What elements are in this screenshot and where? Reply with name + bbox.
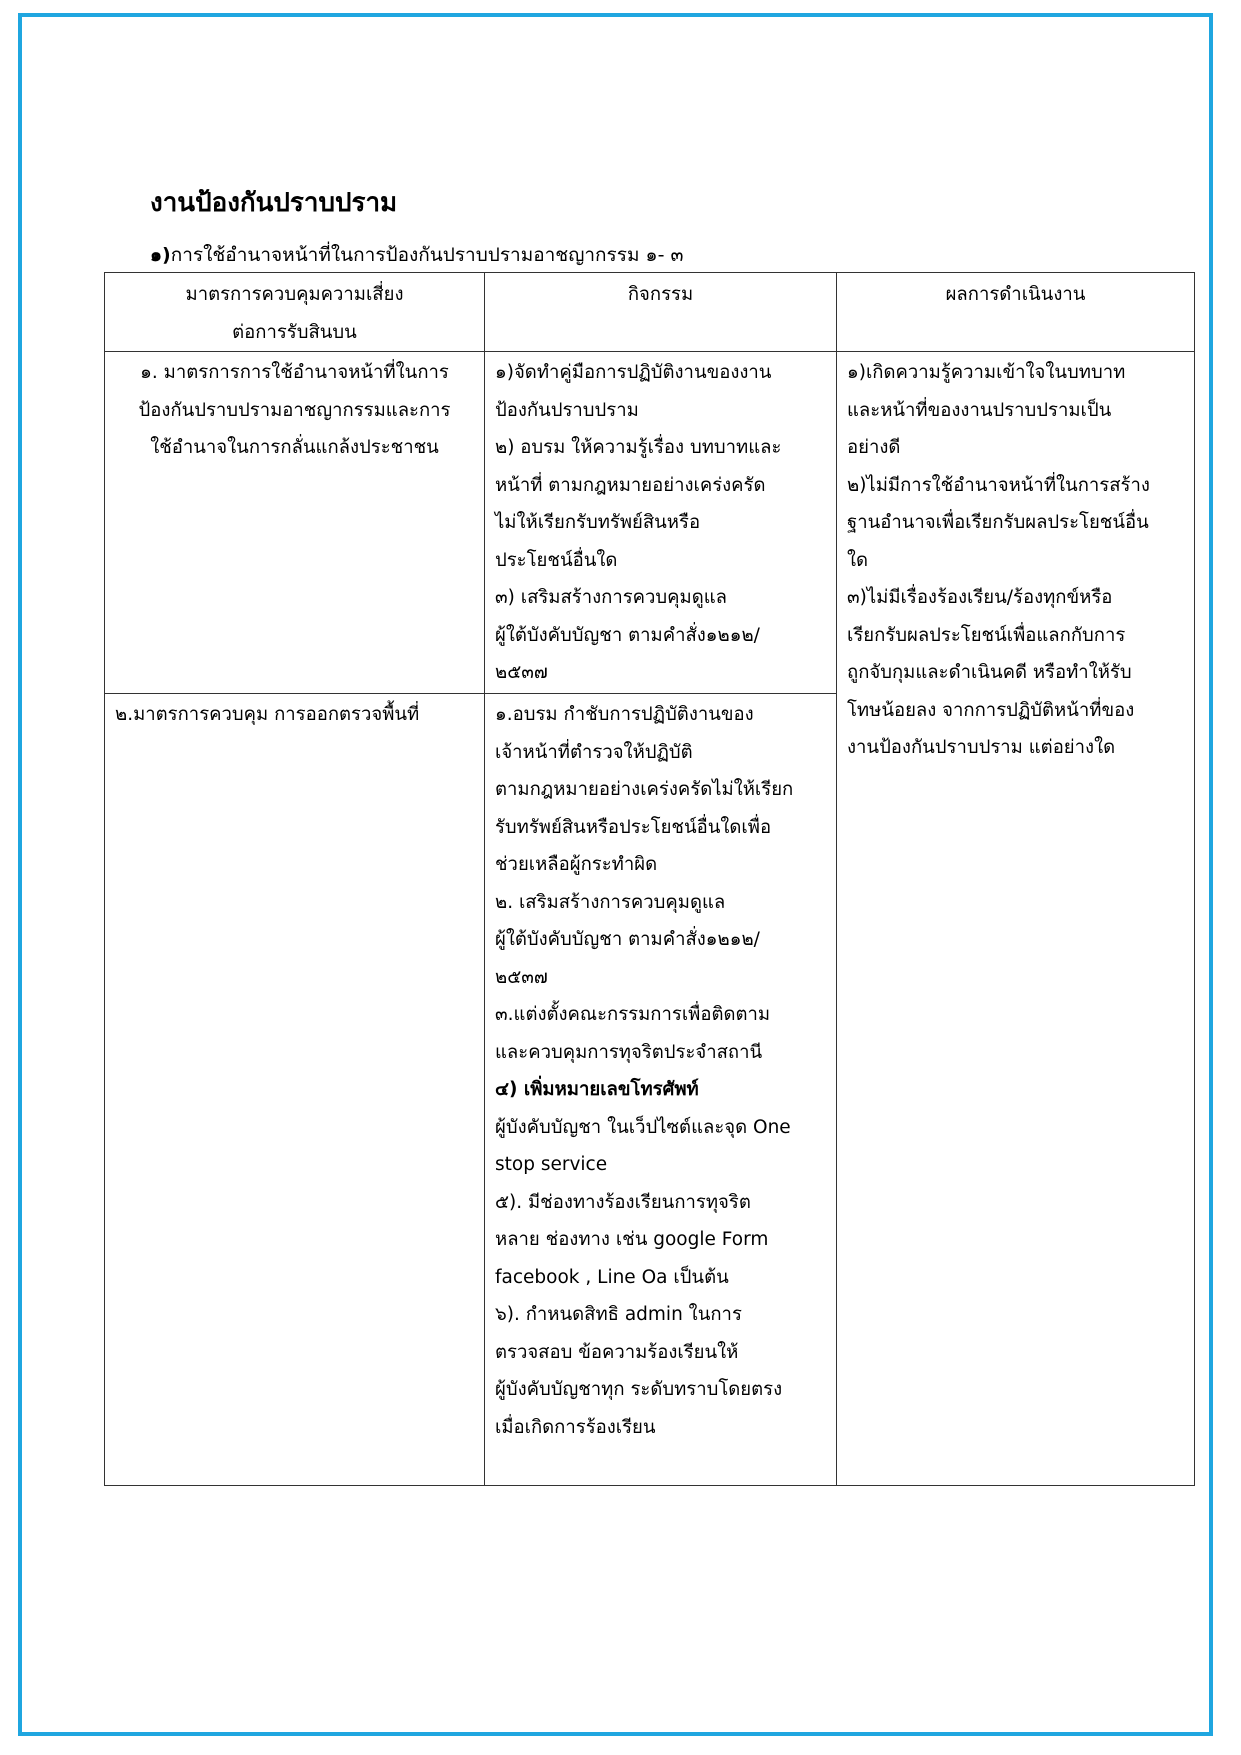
header-activities: กิจกรรม — [485, 273, 837, 352]
activity-line: ผู้บังคับบัญชาทุก ระดับทราบโดยตรง — [495, 1379, 783, 1400]
activities-cell — [485, 352, 837, 694]
activity-line: ช่วยเหลือผู้กระทำผิด — [495, 854, 658, 875]
activity-line: และควบคุมการทุจริตประจำสถานี — [495, 1041, 763, 1063]
activity-line: ๒๕๓๗ — [495, 966, 548, 988]
activity-line: ๒. เสริมสร้างการควบคุมดูแล — [495, 891, 726, 913]
page-title: งานป้องกันปราบปราม — [150, 188, 398, 218]
measure-line: ใช้อำนาจในการกลั่นแกล้งประชาชน — [150, 437, 439, 458]
activity-line: ๔) เพิ่มหมายเลขโทรศัพท์ — [495, 1079, 699, 1100]
activity-line: ตรวจสอบ ข้อความร้องเรียนให้ — [495, 1341, 739, 1363]
result-line: ๓)ไม่มีเรื่องร้องเรียน/ร้องทุกข์หรือ — [847, 587, 1113, 608]
activity-line: เจ้าหน้าที่ตำรวจให้ปฏิบัติ — [495, 741, 693, 763]
result-line: เรียกรับผลประโยชน์เพื่อแลกกับการ — [847, 624, 1126, 646]
result-line: ฐานอำนาจเพื่อเรียกรับผลประโยชน์อื่น — [847, 512, 1149, 533]
table-header-row — [105, 273, 1195, 352]
section-subtitle — [150, 242, 683, 268]
activity-line: stop service — [495, 1154, 608, 1175]
results-cell — [837, 352, 1195, 1486]
activity-line: ๓) เสริมสร้างการควบคุมดูแล — [495, 587, 728, 608]
result-line: ใด — [847, 549, 869, 571]
section-number: ๑) — [150, 244, 171, 266]
measure-line: ป้องกันปราบปรามอาชญากรรมและการ — [138, 399, 451, 421]
activity-line: ๒๕๓๗ — [495, 662, 548, 683]
header-measures — [105, 273, 485, 352]
activity-line: ๒) อบรม ให้ความรู้เรื่อง บทบาทและ — [495, 437, 782, 458]
activity-line: ประโยชน์อื่นใด — [495, 549, 618, 571]
result-line: ๒)ไม่มีการใช้อำนาจหน้าที่ในการสร้าง — [847, 474, 1150, 496]
activity-line: ๓.แต่งตั้งคณะกรรมการเพื่อติดตาม — [495, 1004, 771, 1025]
activity-line: หลาย ช่องทาง เช่น google Form — [495, 1229, 769, 1250]
result-line: และหน้าที่ของงานปราบปรามเป็น — [847, 399, 1112, 421]
result-line: งานป้องกันปราบปราม แต่อย่างใด — [847, 737, 1116, 758]
section-subtitle-text: การใช้อำนาจหน้าที่ในการป้องกันปราบปรามอาชญากรรม ๑- ๓ — [170, 244, 684, 266]
activities-cell — [485, 694, 837, 1486]
table-row — [105, 352, 1195, 694]
activity-line: รับทรัพย์สินหรือประโยชน์อื่นใดเพื่อ — [495, 816, 772, 838]
activity-line: facebook , Line Oa เป็นต้น — [495, 1266, 729, 1288]
activity-line: ป้องกันปราบปราม — [495, 399, 639, 421]
activity-line: ผู้ใต้บังคับบัญชา ตามคำสั่ง๑๒๑๒/ — [495, 929, 760, 950]
result-line: ๑)เกิดความรู้ความเข้าใจในบทบาท — [847, 362, 1126, 383]
measure-cell — [105, 352, 485, 694]
activity-line: ไม่ให้เรียกรับทรัพย์สินหรือ — [495, 512, 701, 533]
activity-line: ตามกฎหมายอย่างเคร่งครัดไม่ให้เรียก — [495, 779, 794, 800]
result-line: ถูกจับกุมและดำเนินคดี หรือทำให้รับ — [847, 662, 1132, 683]
activity-line: ๕). มีช่องทางร้องเรียนการทุจริต — [495, 1191, 751, 1213]
measure-line: ๒.มาตรการควบคุม การออกตรวจพื้นที่ — [115, 704, 420, 725]
activity-line: หน้าที่ ตามกฎหมายอย่างเคร่งครัด — [495, 474, 766, 496]
activity-line: ๑)จัดทำคู่มือการปฏิบัติงานของงาน — [495, 362, 772, 383]
header-measures-line: มาตรการควบคุมความเสี่ยง — [185, 284, 404, 305]
risk-measures-table — [104, 272, 1195, 1486]
activity-line: ผู้บังคับบัญชา ในเว็ปไซต์และจุด One — [495, 1116, 791, 1138]
activity-line: ๑.อบรม กำชับการปฏิบัติงานของ — [495, 704, 754, 725]
result-line: อย่างดี — [847, 437, 901, 458]
activity-line: ๖). กำหนดสิทธิ admin ในการ — [495, 1304, 742, 1325]
activity-line: ผู้ใต้บังคับบัญชา ตามคำสั่ง๑๒๑๒/ — [495, 624, 760, 646]
activity-line: เมื่อเกิดการร้องเรียน — [495, 1416, 656, 1438]
result-line: โทษน้อยลง จากการปฏิบัติหน้าที่ของ — [847, 699, 1135, 721]
measure-line: ๑. มาตรการการใช้อำนาจหน้าที่ในการ — [140, 362, 449, 383]
measure-cell — [105, 694, 485, 1486]
header-measures-line: ต่อการรับสินบน — [232, 321, 357, 343]
header-results: ผลการดำเนินงาน — [837, 273, 1195, 352]
